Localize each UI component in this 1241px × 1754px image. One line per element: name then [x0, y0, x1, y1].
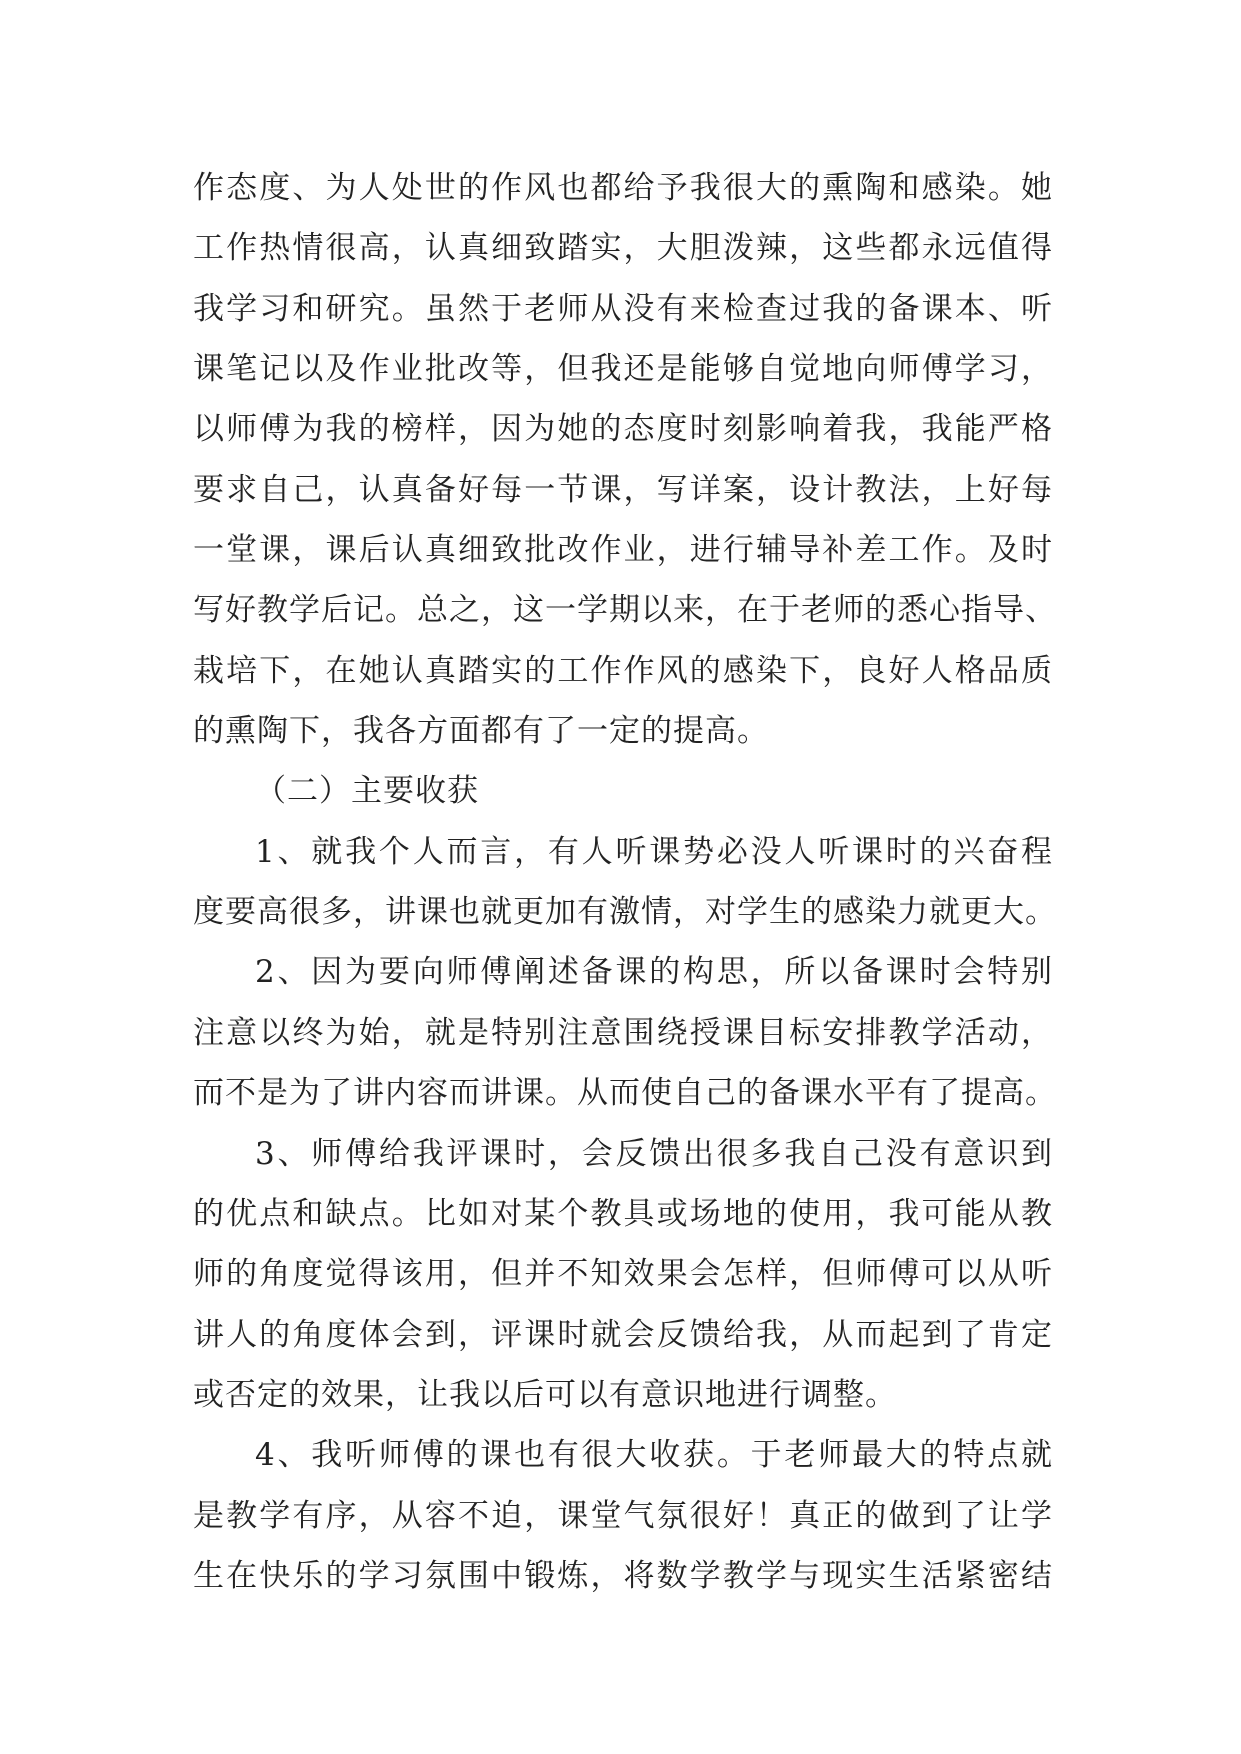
text-line: 生在快乐的学习氛围中锻炼，将数学教学与现实生活紧密结 — [193, 1557, 1053, 1594]
text-line: 注意以终为始，就是特别注意围绕授课目标安排教学活动， — [193, 1014, 1053, 1051]
text-line: 作态度、为人处世的作风也都给予我很大的熏陶和感染。她 — [193, 170, 1053, 206]
text-line: 一堂课，课后认真细致批改作业，进行辅导补差工作。及时 — [193, 532, 1053, 569]
text-line: 4、我听师傅的课也有很大收获。于老师最大的特点就 — [255, 1437, 1053, 1474]
text-line: 2、因为要向师傅阐述备课的构思，所以备课时会特别 — [255, 954, 1053, 991]
text-line: 以师傅为我的榜样，因为她的态度时刻影响着我，我能严格 — [193, 411, 1053, 448]
text-line: 3、师傅给我评课时，会反馈出很多我自己没有意识到 — [255, 1135, 1053, 1172]
body-text — [193, 158, 1057, 1606]
text-line: 要求自己，认真备好每一节课，写详案，设计教法，上好每 — [193, 471, 1053, 508]
text-line: 我学习和研究。虽然于老师从没有来检查过我的备课本、听 — [193, 290, 1053, 327]
text-line: 度要高很多，讲课也就更加有激情，对学生的感染力就更大。 — [193, 894, 1057, 931]
text-line: 栽培下，在她认真踏实的工作作风的感染下，良好人格品质 — [193, 652, 1053, 689]
text-line: 1、就我个人而言，有人听课势必没人听课时的兴奋程 — [255, 833, 1053, 870]
text-line: 工作热情很高，认真细致踏实，大胆泼辣，这些都永远值得 — [193, 230, 1053, 267]
text-line: 讲人的角度体会到，评课时就会反馈给我，从而起到了肯定 — [193, 1316, 1053, 1353]
text-line: 的熏陶下，我各方面都有了一定的提高。 — [193, 713, 769, 750]
section-heading: （二）主要收获 — [255, 773, 479, 810]
text-line: 师的角度觉得该用，但并不知效果会怎样，但师傅可以从听 — [193, 1256, 1053, 1293]
text-line: 课笔记以及作业批改等，但我还是能够自觉地向师傅学习， — [193, 351, 1053, 388]
text-line: 写好教学后记。总之，这一学期以来，在于老师的悉心指导、 — [193, 592, 1057, 629]
text-line: 是教学有序，从容不迫，课堂气氛很好！真正的做到了让学 — [193, 1497, 1053, 1534]
text-line: 而不是为了讲内容而讲课。从而使自己的备课水平有了提高。 — [193, 1075, 1057, 1112]
text-line: 或否定的效果，让我以后可以有意识地进行调整。 — [193, 1376, 897, 1413]
text-line: 的优点和缺点。比如对某个教具或场地的使用，我可能从教 — [193, 1195, 1053, 1232]
